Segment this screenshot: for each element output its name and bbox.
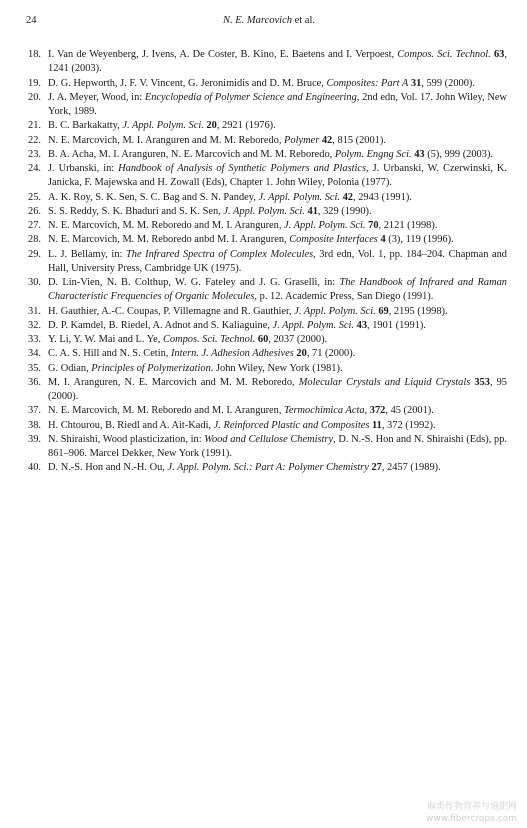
- reference-volume: 20: [296, 348, 307, 360]
- reference-source-title: Compos. Sci. Technol.: [162, 334, 256, 345]
- reference-text: , 45 (2001).: [385, 405, 434, 417]
- reference-number: 33.: [28, 334, 41, 345]
- reference-item: [30, 119, 507, 133]
- reference-text: , D. N.-S. Hon and N. Shiraishi (Eds), pp. 861–906. Marcel Dekker, New York (1991).: [48, 433, 507, 459]
- reference-number: 36.: [28, 376, 41, 388]
- reference-item: [30, 162, 507, 191]
- reference-volume: 41: [307, 205, 318, 217]
- reference-volume: 43: [414, 148, 425, 160]
- reference-number: 37.: [28, 405, 41, 417]
- reference-source-title: J. Appl. Polym. Sci.: [258, 191, 340, 203]
- reference-text: H. Gauthier, A.-C. Coupas, P. Villemagne and R. Gauthier,: [48, 305, 295, 317]
- reference-list: [30, 48, 507, 476]
- reference-volume: 4: [380, 234, 386, 246]
- reference-volume: 42: [342, 191, 353, 203]
- reference-item: [30, 419, 507, 433]
- reference-source-title: Polym. Engng Sci.: [334, 148, 412, 160]
- reference-text: , 329 (1990).: [317, 205, 372, 217]
- reference-text: (3), 119 (1996).: [385, 234, 454, 246]
- reference-item: [30, 319, 507, 333]
- reference-item: [30, 205, 507, 219]
- reference-source-title: Encyclopedia of Polymer Science and Engineering: [144, 91, 357, 103]
- reference-text: S. S. Reddy, S. K. Bhaduri and S. K. Sen,: [48, 205, 224, 217]
- reference-source-title: Composites: Part A: [326, 77, 409, 89]
- reference-text: (5), 999 (2003).: [424, 148, 494, 160]
- reference-item: [30, 191, 507, 205]
- reference-text: , 3rd edn, Vol. 1, pp. 184–204. Chapman and Hall, University Press, Cambridge UK (1975).: [48, 248, 507, 274]
- reference-number: 29.: [28, 248, 41, 260]
- reference-source-title: J. Appl. Polym. Sci.: Part A: Polymer Chemistry: [167, 462, 369, 474]
- reference-source-title: J. Appl. Polym. Sci.: [284, 220, 366, 231]
- reference-volume: 31: [410, 77, 422, 89]
- reference-number: 20.: [28, 91, 41, 103]
- reference-item: [30, 233, 507, 247]
- reference-text: , 71 (2000).: [306, 348, 356, 360]
- reference-item: [30, 305, 507, 319]
- reference-text: , 2943 (1991).: [353, 191, 412, 203]
- reference-source-title: Termochimica Acta: [284, 405, 365, 417]
- reference-item: [30, 433, 507, 462]
- reference-volume: 11: [372, 419, 382, 431]
- reference-item: [30, 333, 507, 347]
- reference-text: . John Wiley, New York (1981).: [210, 362, 343, 374]
- reference-number: 38.: [28, 419, 41, 431]
- reference-text: , p. 12. Academic Press, San Diego (1991).: [254, 291, 434, 303]
- reference-volume: 43: [356, 319, 368, 331]
- watermark-url: www.fibercrops.com: [426, 814, 517, 824]
- reference-text: N. E. Marcovich, M. M. Reboredo anbd M. I. Aranguren,: [48, 234, 290, 246]
- reference-source-title: J. Reinforced Plastic and Composites: [213, 419, 370, 431]
- reference-item: [30, 48, 507, 77]
- reference-source-title: The Infrared Spectra of Complex Molecules: [125, 248, 314, 260]
- reference-text: , 1901 (1991).: [367, 319, 426, 331]
- reference-item: [30, 347, 507, 361]
- reference-volume: 353: [474, 376, 490, 388]
- reference-volume: 60: [257, 334, 269, 345]
- reference-number: 28.: [28, 234, 41, 246]
- watermark: [426, 801, 517, 825]
- page-number: 24: [26, 15, 37, 26]
- reference-number: 21.: [28, 120, 41, 132]
- reference-source-title: Compos. Sci. Technol.: [397, 49, 491, 60]
- reference-text: C. A. S. Hill and N. S. Cetin,: [48, 348, 171, 360]
- reference-text: , 2457 (1989).: [381, 462, 441, 474]
- reference-text: M. I. Aranguren, N. E. Marcovich and M. M. Reboredo,: [48, 376, 299, 388]
- reference-number: 18.: [28, 49, 41, 60]
- reference-item: [30, 91, 507, 120]
- reference-text: D. P. Kamdel, B. Riedel, A. Adnot and S. Kaliaguine,: [48, 319, 273, 331]
- reference-text: , 2nd edn, Vol. 17. John Wiley, New York, 1989.: [48, 91, 507, 117]
- reference-text: , 2195 (1998).: [388, 305, 448, 317]
- reference-volume: 70: [368, 220, 379, 231]
- reference-text: B. A. Acha, M. I. Aranguren, N. E. Marcovich and M. M. Reboredo,: [48, 148, 335, 160]
- reference-text: , 2037 (2000).: [268, 334, 328, 345]
- reference-text: D. Lin-Vien, N. B. Colthup, W. G. Fateley and J. G. Graselli, in:: [48, 277, 340, 288]
- reference-source-title: Intern. J. Adhesion Adhesives: [170, 348, 294, 360]
- reference-item: [30, 248, 507, 277]
- reference-text: H. Chtourou, B. Riedl and A. Ait-Kadi,: [48, 419, 214, 431]
- reference-item: [30, 461, 507, 475]
- watermark-site-name: 麻类作物营养与施肥网: [426, 802, 517, 812]
- reference-text: N. Shiraishi, Wood plasticization, in:: [48, 433, 205, 445]
- reference-source-title: J. Appl. Polym. Sci.: [223, 205, 305, 217]
- reference-text: I. Van de Weyenberg, J. Ivens, A. De Coster, B. Kino, E. Baetens and I. Verpoest,: [48, 49, 398, 60]
- reference-number: 30.: [28, 277, 41, 288]
- reference-item: [30, 404, 507, 418]
- reference-text: , 95 (2000).: [48, 376, 508, 402]
- reference-volume: 63: [493, 49, 505, 60]
- reference-text: D. G. Hepworth, J. F. V. Vincent, G. Jeronimidis and D. M. Bruce,: [48, 77, 327, 89]
- reference-number: 31.: [28, 305, 41, 317]
- reference-item: [30, 77, 507, 91]
- reference-number: 26.: [28, 205, 41, 217]
- reference-source-title: Principles of Polymerization: [91, 362, 211, 374]
- reference-text: , 815 (2001).: [332, 134, 386, 146]
- running-title-et-al: et al.: [294, 15, 316, 26]
- reference-item: [30, 376, 507, 405]
- reference-volume: 42: [321, 134, 333, 146]
- reference-number: 27.: [28, 220, 41, 231]
- reference-source-title: J. Appl. Polym. Sci.: [272, 319, 355, 331]
- reference-source-title: Handbook of Analysis of Synthetic Polymers and Plastics: [118, 163, 367, 174]
- reference-volume: 372: [369, 405, 386, 417]
- reference-text: A. K. Roy, S. K. Sen, S. C. Bag and S. N. Pandey,: [48, 191, 259, 203]
- reference-text: B. C. Barkakatty,: [48, 120, 123, 132]
- reference-number: 32.: [28, 319, 41, 331]
- running-title: [26, 13, 512, 29]
- reference-number: 22.: [28, 134, 41, 146]
- reference-item: [30, 276, 507, 305]
- reference-source-title: Composite Interfaces: [289, 234, 378, 246]
- reference-text: ,: [364, 405, 370, 417]
- reference-text: G. Odian,: [48, 362, 92, 374]
- reference-number: 23.: [28, 148, 41, 160]
- reference-text: J. Urbanski, in:: [48, 163, 119, 174]
- reference-volume: 20: [206, 120, 217, 132]
- reference-text: L. J. Bellamy, in:: [48, 248, 126, 260]
- reference-source-title: The Handbook of Infrared and Raman Characteristic Frequencies of Organic Molecules: [48, 277, 507, 303]
- reference-text: Y. Li, Y. W. Mai and L. Ye,: [48, 334, 163, 345]
- reference-text: N. E. Marcovich, M. M. Reboredo and M. I. Aranguren,: [48, 405, 285, 417]
- reference-text: , 2121 (1998).: [378, 220, 438, 231]
- reference-number: 25.: [28, 191, 41, 203]
- reference-source-title: Wood and Cellulose Chemistry: [204, 433, 334, 445]
- reference-text: N. E. Marcovich, M. I. Aranguren and M. M. Reboredo,: [48, 134, 285, 146]
- reference-volume: 27: [371, 462, 382, 474]
- reference-volume: 69: [378, 305, 389, 317]
- reference-number: 35.: [28, 362, 41, 374]
- running-header: [26, 13, 512, 29]
- reference-number: 34.: [28, 348, 41, 360]
- reference-item: [30, 362, 507, 376]
- reference-source-title: J. Appl. Polym. Sci.: [294, 305, 376, 317]
- reference-text: J. A. Meyer, Wood, in:: [48, 91, 145, 103]
- reference-item: [30, 134, 507, 148]
- reference-source-title: Polymer: [284, 134, 320, 146]
- reference-text: , 372 (1992).: [381, 419, 436, 431]
- running-title-author: N. E. Marcovich: [222, 15, 292, 26]
- reference-item: [30, 148, 507, 162]
- reference-number: 19.: [28, 77, 41, 89]
- reference-text: , J. Urbanski, W. Czerwinski, K. Janicka, F. Majewska and H. Zowall (Eds), Chapter 1. John Wiley, Polonia (1977).: [48, 163, 507, 189]
- reference-text: D. N.-S. Hon and N.-H. Ou,: [48, 462, 168, 474]
- reference-number: 40.: [28, 462, 41, 474]
- reference-number: 24.: [28, 163, 41, 174]
- reference-text: , 599 (2000).: [421, 77, 475, 89]
- reference-item: [30, 219, 507, 233]
- reference-text: N. E. Marcovich, M. M. Reboredo and M. I. Aranguren,: [48, 220, 285, 231]
- reference-number: 39.: [28, 433, 41, 445]
- reference-text: , 1241 (2003).: [48, 49, 507, 75]
- reference-source-title: J. Appl. Polym. Sci.: [122, 120, 204, 132]
- reference-text: , 2921 (1976).: [216, 120, 276, 132]
- reference-source-title: Molecular Crystals and Liquid Crystals: [298, 376, 471, 388]
